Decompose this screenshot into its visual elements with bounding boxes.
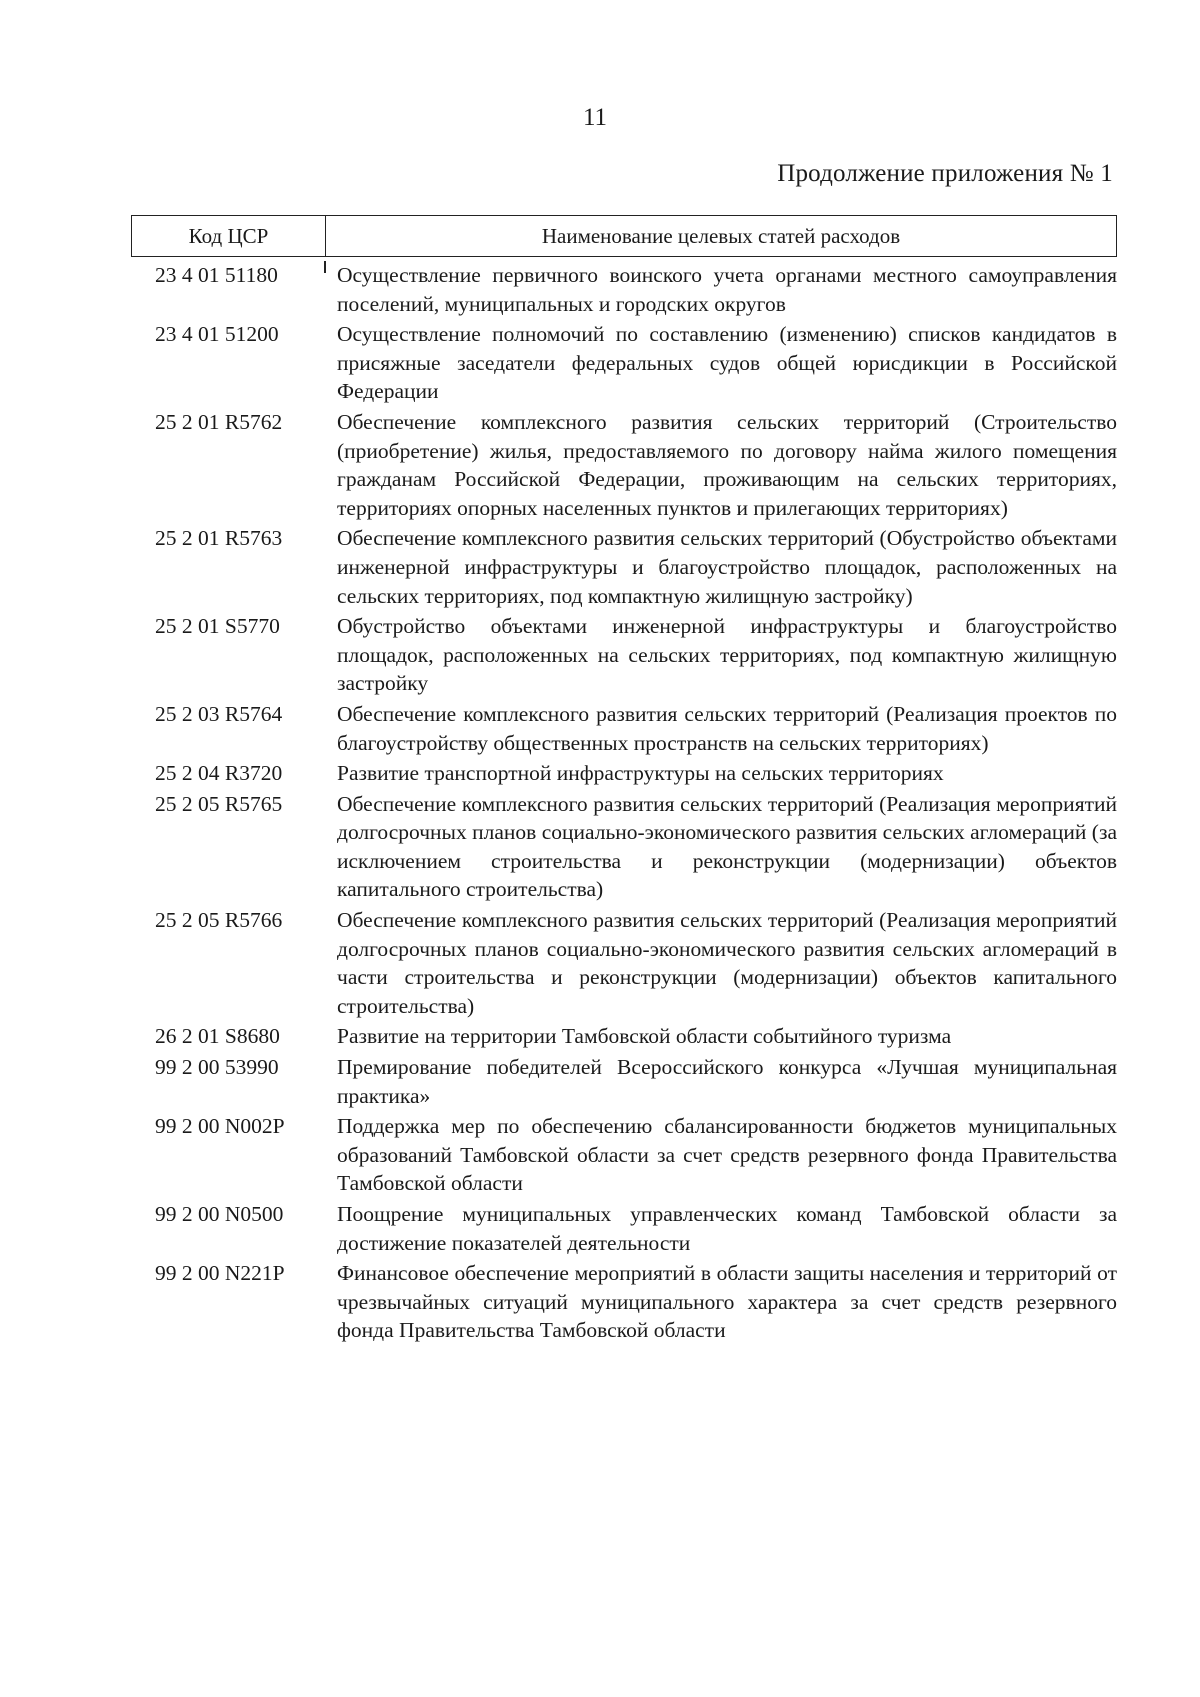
row-code: 99 2 00 N002P [155, 1114, 285, 1139]
table-row [131, 759, 1117, 788]
table-row [131, 320, 1117, 406]
row-name: Развитие на территории Тамбовской области событийного туризма [337, 1024, 952, 1049]
row-code: 26 2 01 S8680 [155, 1024, 280, 1049]
row-name: Обеспечение комплексного развития сельских территорий (Реализация проектов по благоустройству общественных пространств на сельских территориях) [337, 701, 1117, 755]
row-name: Поощрение муниципальных управленческих команд Тамбовской области за достижение показателей деятельности [337, 1202, 1117, 1255]
row-name: Развитие транспортной инфраструктуры на сельских территориях [337, 761, 944, 786]
header-code: Код ЦСР [132, 216, 326, 256]
header-name: Наименование целевых статей расходов [541, 224, 901, 248]
table-header-row [131, 215, 1117, 257]
row-code: 99 2 00 53990 [155, 1055, 279, 1080]
table-row [131, 700, 1117, 757]
row-name: Обеспечение комплексного развития сельских территорий (Реализация мероприятий долгосрочных планов социально-экономического развития сельских агломераций в части строительства и реконструкции (модернизации) объектов капитального строительства) [337, 908, 1117, 1018]
page-number: 11 [582, 104, 608, 131]
row-name: Осуществление полномочий по составлению (изменению) списков кандидатов в присяжные заседатели федеральных судов общей юрисдикции в Российской Федерации [337, 322, 1117, 404]
table-row [131, 524, 1117, 610]
row-name: Осуществление первичного воинского учета органами местного самоуправления поселений, муниципальных и городских округов [337, 263, 1117, 316]
column-divider [324, 261, 326, 273]
row-name: Обеспечение комплексного развития сельских территорий (Обустройство объектами инженерной инфраструктуры и благоустройство площадок, расположенных на сельских территориях, под компактную жилищную застройку) [337, 526, 1117, 608]
row-code: 25 2 01 R5762 [155, 409, 283, 434]
row-code: 25 2 03 R5764 [155, 701, 283, 726]
row-name: Обустройство объектами инженерной инфраструктуры и благоустройство площадок, расположенных на сельских территориях, под компактную жилищную застройку [337, 614, 1117, 696]
table-row [131, 790, 1117, 904]
table-row [131, 1259, 1117, 1345]
row-code: 25 2 01 S5770 [155, 614, 280, 639]
row-name: Финансовое обеспечение мероприятий в области защиты населения и территорий от чрезвычайных ситуаций муниципального характера за счет средств резервного фонда Правительства Тамбовской области [337, 1261, 1117, 1343]
row-name: Премирование победителей Всероссийского конкурса «Лучшая муниципальная практика» [337, 1055, 1117, 1108]
row-code: 25 2 04 R3720 [155, 761, 283, 786]
table-row [131, 1200, 1117, 1257]
row-code: 23 4 01 51200 [155, 322, 279, 347]
row-code: 25 2 05 R5765 [155, 791, 283, 816]
table-row [131, 408, 1117, 522]
table-row [131, 906, 1117, 1020]
table-row [131, 261, 1117, 318]
row-code: 25 2 05 R5766 [155, 908, 283, 933]
row-code: 25 2 01 R5763 [155, 526, 283, 551]
table-row [131, 1022, 1117, 1051]
table-row [131, 1053, 1117, 1110]
table-row [131, 612, 1117, 698]
row-name: Обеспечение комплексного развития сельских территорий (Строительство (приобретение) жилья, предоставляемого по договору найма жилого помещения гражданам Российской Федерации, проживающим на сельских территориях, территориях опорных населенных пунктов и прилегающих территориях) [337, 409, 1117, 520]
row-name: Обеспечение комплексного развития сельских территорий (Реализация мероприятий долгосрочных планов социально-экономического развития сельских агломераций (за исключением строительства и реконструкции (модернизации) объектов капитального строительства) [337, 791, 1117, 902]
appendix-continuation-note: Продолжение приложения № 1 [777, 160, 1113, 187]
row-name: Поддержка мер по обеспечению сбалансированности бюджетов муниципальных образований Тамбовской области за счет средств резервного фонда Правительства Тамбовской области [337, 1114, 1117, 1196]
table-row [131, 1112, 1117, 1198]
target-expenditure-table [131, 215, 1117, 1345]
row-code: 99 2 00 N221P [155, 1261, 285, 1286]
row-code: 99 2 00 N0500 [155, 1202, 284, 1226]
table-body [131, 261, 1117, 1345]
row-code: 23 4 01 51180 [155, 263, 278, 287]
